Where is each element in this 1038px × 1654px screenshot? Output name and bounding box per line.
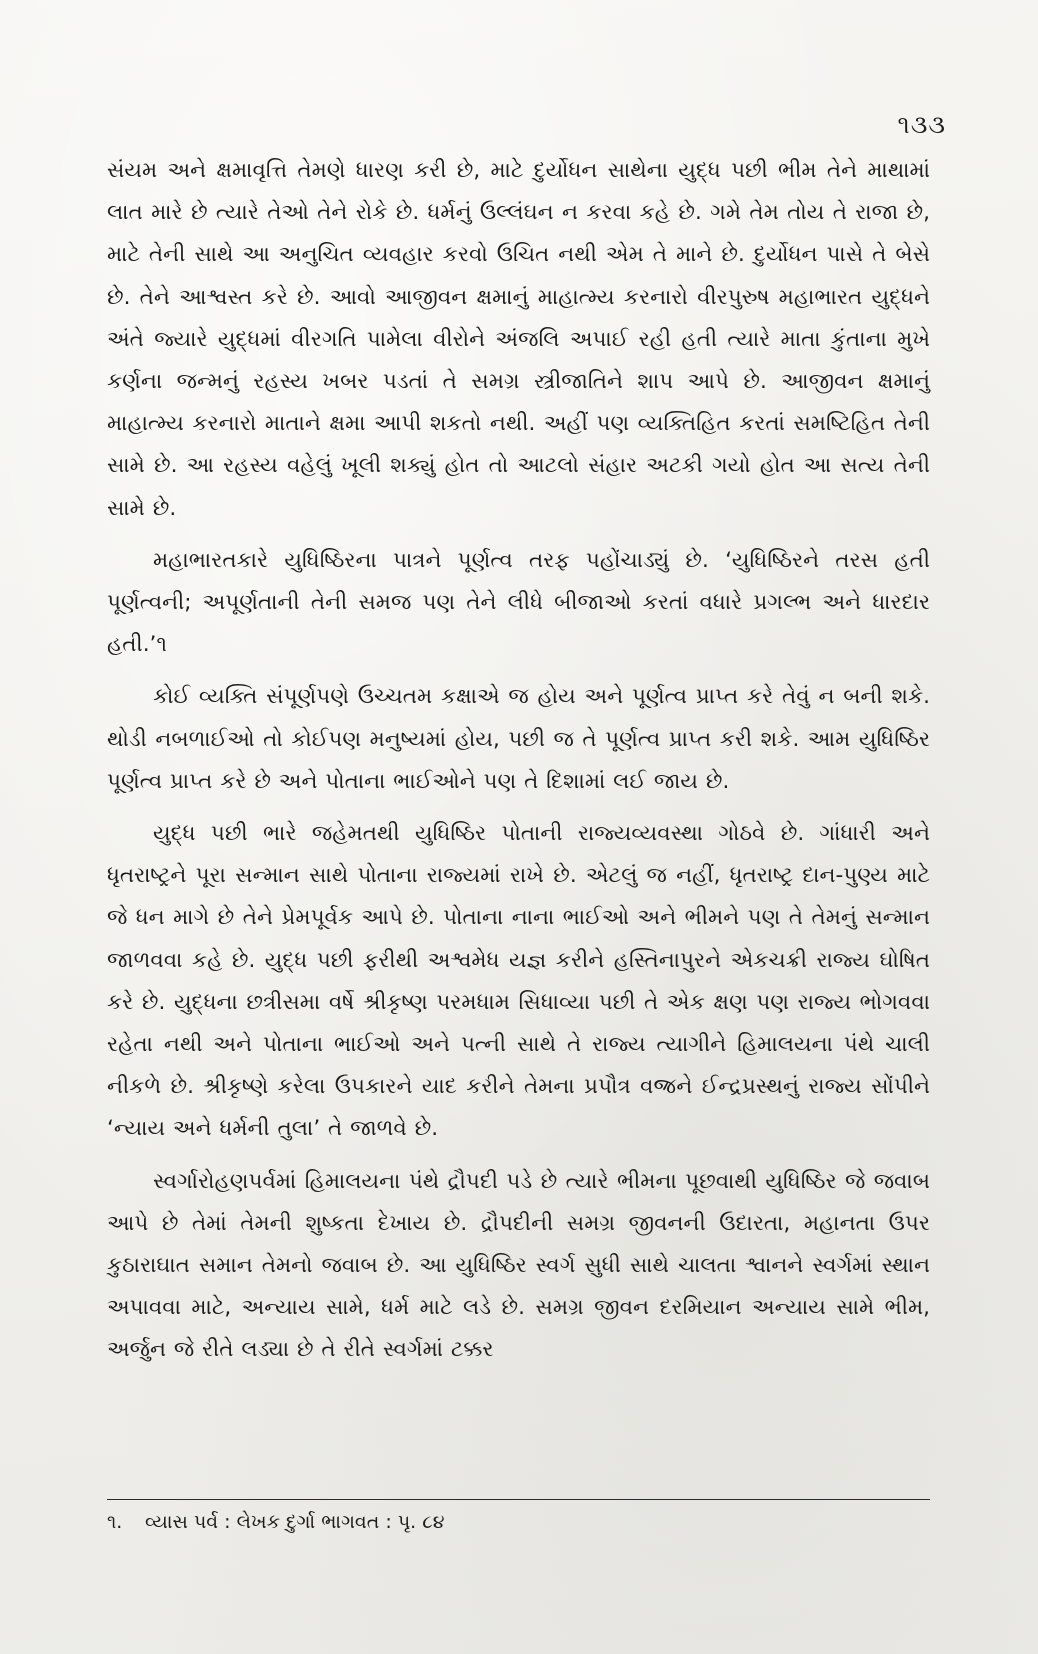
footnote-divider xyxy=(107,1499,930,1500)
paragraph: મહાભારતકારે યુધિષ્ઠિરના પાત્રને પૂર્ણત્વ તરફ પહોંચાડ્યું છે. ‘યુધિષ્ઠિરને તરસ હતી પૂર્ણત્વની; અપૂર્ણતાની તેની સમજ પણ તેને લીધે બીજાઓ કરતાં વધારે પ્રગલ્ભ અને ધારદાર હતી.’૧ xyxy=(107,547,930,658)
paragraph: યુદ્ધ પછી ભારે જહેમતથી યુધિષ્ઠિર પોતાની રાજ્યવ્યવસ્થા ગોઠવે છે. ગાંધારી અને ધૃતરાષ્ટ્રને પૂરા સન્માન સાથે પોતાના રાજ્યમાં રાખે છે. એટલું જ નહીં, ધૃતરાષ્ટ્ર દાન-પુણ્ય માટે જે ધન માગે છે તેને પ્રેમપૂર્વક આપે છે. પોતાના નાના ભાઈઓ અને ભીમને પણ તે તેમનું સન્માન જાળવવા કહે છે. યુદ્ધ પછી ફરીથી અશ્વમેધ યજ્ઞ કરીને હસ્તિનાપુરને એકચક્રી રાજ્ય ઘોષિત કરે છે. યુદ્ધના છત્રીસમા વર્ષે શ્રીકૃષ્ણ પરમધામ સિધાવ્યા પછી તે એક ક્ષણ પણ રાજ્ય ભોગવવા રહેતા નથી અને પોતાના ભાઈઓ અને પત્ની સાથે તે રાજ્ય ત્યાગીને હિમાલયના પંથે ચાલી નીકળે છે. શ્રીકૃષ્ણે કરેલા ઉપકારને યાદ કરીને તેમના પ્રપૌત્ર વજ્રને ઈન્દ્રપ્રસ્થનું રાજ્ય સોંપીને ‘ન્યાય અને ધર્મની તુલા’ તે જાળવે છે. xyxy=(107,821,930,1142)
footnote-text: વ્યાસ પર્વ : લેખક દુર્ગા ભાગવત : પૃ. ૮૪ xyxy=(145,1511,445,1533)
footnote-number: ૧. xyxy=(107,1511,123,1533)
paragraph: કોઈ વ્યક્તિ સંપૂર્ણપણે ઉચ્ચતમ કક્ષાએ જ હોય અને પૂર્ણત્વ પ્રાપ્ત કરે તેવું ન બની શકે. થોડી નબળાઈઓ તો કોઈપણ મનુષ્યમાં હોય, પછી જ તે પૂર્ણત્વ પ્રાપ્ત કરી શકે. આમ યુધિષ્ઠિર પૂર્ણત્વ પ્રાપ્ત કરે છે અને પોતાના ભાઈઓને પણ તે દિશામાં લઈ જાય છે. xyxy=(107,684,930,794)
paragraph: સંયમ અને ક્ષમાવૃત્તિ તેમણે ધારણ કરી છે, માટે દુર્યોધન સાથેના યુદ્ધ પછી ભીમ તેને માથામાં લાત મારે છે ત્યારે તેઓ તેને રોકે છે. ધર્મનું ઉલ્લંઘન ન કરવા કહે છે. ગમે તેમ તોય તે રાજા છે, માટે તેની સાથે આ અનુચિત વ્યવહાર કરવો ઉચિત નથી એમ તે માને છે. દુર્યોધન પાસે તે બેસે છે. તેને આશ્વસ્ત કરે છે. આવો આજીવન ક્ષમાનું માહાત્મ્ય કરનારો વીરપુરુષ મહાભારત યુદ્ધને અંતે જ્યારે યુદ્ધમાં વીરગતિ પામેલા વીરોને અંજલિ અપાઈ રહી હતી ત્યારે માતા કુંતાના મુખે કર્ણના જન્મનું રહસ્ય ખબર પડતાં તે સમગ્ર સ્ત્રીજાતિને શાપ આપે છે. આજીવન ક્ષમાનું માહાત્મ્ય કરનારો માતાને ક્ષમા આપી શકતો નથી. અહીં પણ વ્યક્તિહિત કરતાં સમષ્ટિહિત તેની સામે છે. આ રહસ્ય વહેલું ખૂલી શક્યું હોત તો આટલો સંહાર અટકી ગયો હોત આ સત્ય તેની સામે છે. xyxy=(107,158,930,521)
body-text xyxy=(107,150,930,1372)
footnote xyxy=(107,1508,445,1536)
page-number: ૧૩૩ xyxy=(897,110,946,139)
paragraph: સ્વર્ગારોહણપર્વમાં હિમાલયના પંથે દ્રૌપદી પડે છે ત્યારે ભીમના પૂછવાથી યુધિષ્ઠિર જે જવાબ આપે છે તેમાં તેમની શુષ્કતા દેખાય છે. દ્રૌપદીની સમગ્ર જીવનની ઉદારતા, મહાનતા ઉપર કુઠારાઘાત સમાન તેમનો જવાબ છે. આ યુધિષ્ઠિર સ્વર્ગ સુધી સાથે ચાલતા શ્વાનને સ્વર્ગમાં સ્થાન અપાવવા માટે, અન્યાય સામે, ધર્મ માટે લડે છે. સમગ્ર જીવન દરમિયાન અન્યાય સામે ભીમ, અર્જુન જે રીતે લડ્યા છે તે રીતે સ્વર્ગમાં ટક્કર xyxy=(107,1168,930,1363)
